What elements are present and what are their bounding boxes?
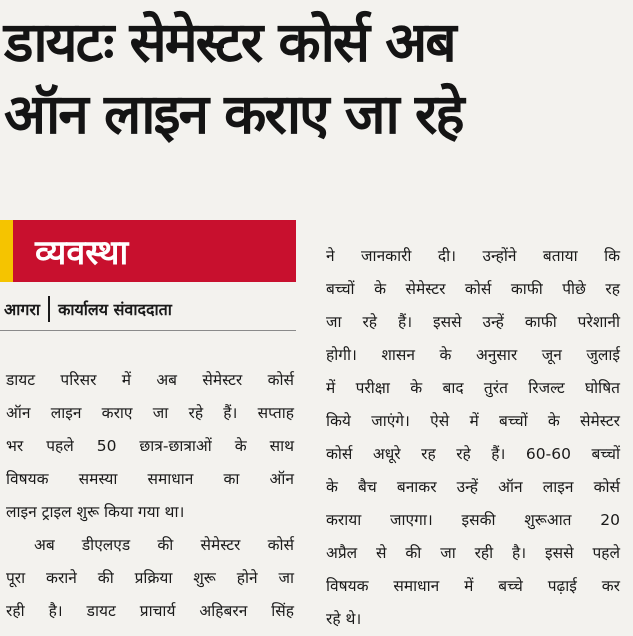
byline-place: आगरा xyxy=(4,300,41,319)
article-column-left xyxy=(6,364,294,628)
text-line: जा रहे हैं। इससे उन्हें काफी परेशानी xyxy=(326,313,620,331)
text-line: ऑन लाइन कराए जा रहे हैं। सप्ताह xyxy=(6,404,294,422)
section-kicker xyxy=(0,220,296,282)
text-line: होगी। शासन के अनुसार जून जुलाई xyxy=(326,346,620,364)
text-line: कराया जाएगा। इसकी शुरूआत 20 xyxy=(326,511,620,529)
text-line: के बैच बनाकर उन्हें ऑन लाइन कोर्स xyxy=(326,478,620,496)
text-line: विषयक समस्या समाधान का ऑन xyxy=(6,470,294,488)
byline-separator xyxy=(48,296,50,322)
byline xyxy=(4,296,172,322)
text-line: रही है। डायट प्राचार्य अहिबरन सिंह xyxy=(6,602,294,620)
text-line: अब डीएलएड की सेमेस्टर कोर्स xyxy=(34,536,294,554)
text-line: डायट परिसर में अब सेमेस्टर कोर्स xyxy=(6,371,294,389)
text-line: भर पहले 50 छात्र-छात्राओं के साथ xyxy=(6,437,294,455)
text-line: रहे थे। xyxy=(326,610,362,628)
text-line: लाइन ट्राइल शुरू किया गया था। xyxy=(6,503,185,521)
headline xyxy=(0,6,633,150)
text-line: कोर्स अधूरे रह रहे हैं। 60-60 बच्चों xyxy=(326,445,620,463)
article-column-right xyxy=(326,240,620,636)
text-line: किये जाएंगे। ऐसे में बच्चों के सेमेस्टर xyxy=(326,412,620,430)
text-line: अप्रैल से की जा रही है। इससे पहले xyxy=(326,544,620,562)
byline-divider xyxy=(0,330,296,331)
text-line: विषयक समाधान में बच्चे पढ़ाई कर xyxy=(326,577,620,595)
text-line: ने जानकारी दी। उन्होंने बताया कि xyxy=(326,247,620,265)
text-line: बच्चों के सेमेस्टर कोर्स काफी पीछे रह xyxy=(326,280,620,298)
byline-author: कार्यालय संवाददाता xyxy=(58,300,172,319)
text-line: पूरा कराने की प्रक्रिया शुरू होने जा xyxy=(6,569,294,587)
text-line: में परीक्षा के बाद तुरंत रिजल्ट घोषित xyxy=(326,379,620,397)
kicker-label: व्यवस्था xyxy=(35,233,129,273)
headline-line-2: ऑन लाइन कराए जा रहे xyxy=(4,82,463,146)
kicker-accent-bar xyxy=(0,220,13,282)
headline-line-1: डायटः सेमेस्टर कोर्स अब xyxy=(4,10,455,74)
